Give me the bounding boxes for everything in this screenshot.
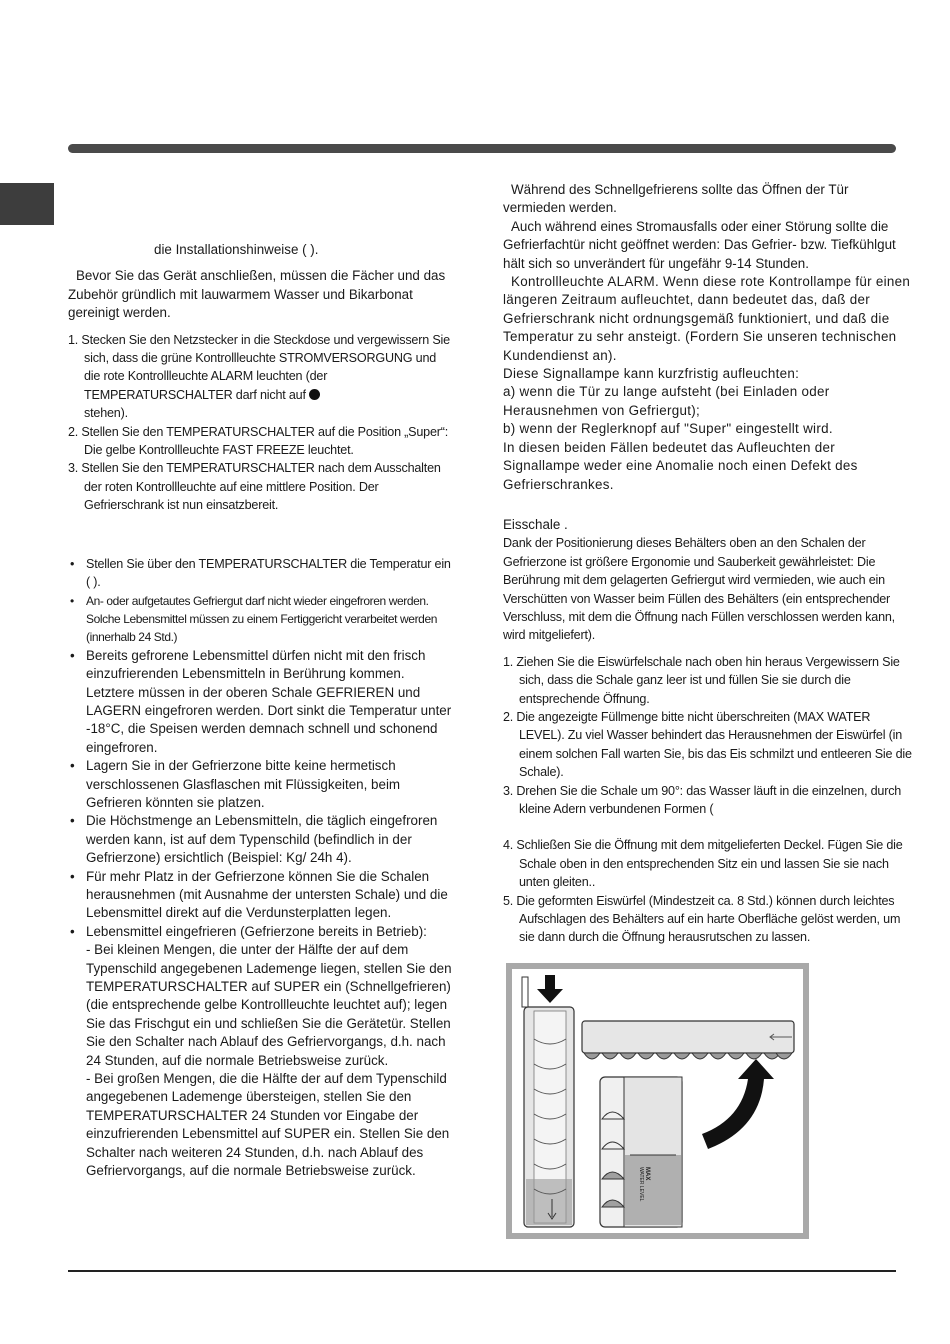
ice-step-1: 1. Ziehen Sie die Eiswürfelschale nach oben hin heraus Vergewissern Sie sich, dass die Schale ganz leer ist und füllen Sie sie durch die entsprechende Öffnung.: [503, 654, 900, 706]
start-step-3: 3. Stellen Sie den TEMPERATURSCHALTER nach dem Ausschalten der roten Kontrollleuchte auf eine mittlere Position. Der Gefrierschrank ist nun einsatzbereit.: [68, 461, 441, 513]
top-rule: [68, 144, 896, 153]
ice-step-2: 2. Die angezeigte Füllmenge bitte nicht überschreiten (MAX WATER LEVEL). Zu viel Wasser behindert das Herausnehmen der Eiswürfel (in einem solchen Fall warten Sie, bis das Eis schmilzt und entleeren Sie die Schale).: [503, 709, 912, 780]
bullet-frozen-contact: • Bereits gefrorene Lebensmittel dürfen nicht mit den frisch einzufrierenden Lebensmitteln in Berührung kommen. Letztere müssen in der oberen Schale GEFRIEREN und LAGERN eingefroren werden. Dort sinkt die Temperatur unter -18°C, die Speisen werden demnach schnell und schonend eingefroren.: [68, 647, 453, 757]
language-tab: [0, 183, 54, 225]
lid-piece: [522, 977, 528, 1007]
water-fill: [526, 1179, 572, 1225]
intro-paragraph: Bevor Sie das Gerät anschließen, müssen die Fächer und das Zubehör gründlich mit lauwarmem Wasser und Bikarbonat gereinigt werden.: [68, 268, 446, 321]
install-hint: die Installationshinweise ( ).: [154, 242, 319, 257]
signal-conclusion: In diesen beiden Fällen bedeutet das Aufleuchten der Signallampe weder eine Anomalie noch einen Defekt des Gefrierschrankes.: [503, 439, 858, 492]
freezing-bullets: [68, 555, 453, 1181]
ice-tray-figure: [506, 963, 809, 1239]
alarm-lamp-note: Kontrollleuchte ALARM. Wenn diese rote Kontrollampe für einen längeren Zeitraum aufleuchtet, dann bedeutet das, daß der Gefrierschrank nicht ordnungsgemäß funktioniert, und daß die Temperatur zu sehr ansteigt. (Fordern Sie unseren technischen Kundendienst an).: [503, 274, 911, 363]
signal-case-a: a) wenn die Tür zu lange aufsteht (bei Einladen oder Herausnehmen von Gefriergut);: [503, 384, 830, 418]
signal-intro: Diese Signallampe kann kurzfristig aufleuchten:: [503, 366, 800, 382]
ice-tray-description: Dank der Positionierung dieses Behälters oben an den Schalen der Gefrierzone ist größere Ergonomie und Sauberkeit gewährleistet: Die Berührung mit dem gelagerten Gefriergut wird vermieden, wie auch ein Verschütten von Wasser beim Füllen des Behälters (ein entsprechender Verschluss, mit dem die Öffnung nach Füllen verschlossen werden kann, wird mitgeliefert).: [503, 536, 895, 643]
bullet-max-quantity: • Die Höchstmenge an Lebensmitteln, die täglich eingefroren werden kann, ist auf dem Typenschild (befindlich in der Gefrierzone) ersichtlich (Beispiel: Kg/ 24h 4).: [68, 812, 453, 867]
bullet-glass-bottles: • Lagern Sie in der Gefrierzone bitte keine hermetisch verschlossenen Glasflaschen mit Flüssigkeiten, beim Gefrieren könnten sie platzen.: [68, 757, 453, 812]
max-label: MAX: [644, 1167, 650, 1181]
rotate-arrow-icon: [702, 1059, 774, 1149]
down-arrow-icon: [537, 975, 563, 1003]
off-position-icon: [309, 389, 320, 400]
ice-step-3: 3. Drehen Sie die Schale um 90°: das Wasser läuft in die einzelnen, durch kleine Adern verbundenen Formen (: [503, 783, 902, 816]
power-failure-note: Auch während eines Stromausfalls oder einer Störung sollte die Gefrierfachtür nicht geöffnet werden: Das Gefrier- bzw. Tiefkühlgut hält sich so unverändert für ungefähr 9-14 Stunden.: [503, 218, 896, 271]
start-step-2: 2. Stellen Sie den TEMPERATURSCHALTER auf die Position „Super“: Die gelbe Kontrollleuchte FAST FREEZE leuchtet.: [68, 424, 449, 458]
ice-step-4: 4. Schließen Sie die Öffnung mit dem mitgelieferten Deckel. Fügen Sie die Schale oben in den entsprechenden Sitz ein und lassen Sie sie nach unten gleiten..: [503, 838, 903, 890]
ice-step-5: 5. Die geformten Eiswürfel (Mindestzeit ca. 8 Std.) können durch leichtes Aufschlagen des Behälters auf ein harte Oberfläche gelöst werden, um sie dann durch die Öffnung herausrutschen zu lassen.: [503, 893, 901, 945]
bullet-thawed: • An- oder aufgetautes Gefriergut darf nicht wieder eingefroren werden. Solche Lebensmittel müssen zu einem Fertiggericht verarbeitet werden (innerhalb 24 Std.): [68, 592, 453, 647]
max-water-fill: [625, 1155, 681, 1225]
freeze-large-quantities: - Bei großen Mengen, die die Hälfte der auf dem Typenschild angegebenen Lademenge übersteigen, stellen Sie den TEMPERATURSCHALTER 24 Stunden vor Eingabe der einzufrierenden Lebensmittel auf SUPER ein. Stellen Sie den Schalter nach weiteren 24 Stunden, d.h. nach Ablauf des Gefriervorgangs, auf die normale Betriebsweise zurück.: [86, 1071, 450, 1179]
right-column: [503, 181, 913, 947]
ice-tray-illustration: [512, 969, 803, 1233]
bullet-more-space: • Für mehr Platz in der Gefrierzone können Sie die Schalen herausnehmen (mit Ausnahme der untersten Schale) und die Lebensmittel direkt auf die Verdunsterplatten legen.: [68, 868, 453, 923]
water-level-label: WATER LEVEL: [638, 1167, 644, 1202]
start-steps: [68, 331, 453, 515]
ice-tray-steps: [503, 653, 913, 947]
bullet-freezing-food: • Lebensmittel eingefrieren (Gefrierzone bereits in Betrieb): - Bei kleinen Mengen, die unter der Hälfte der auf dem Typenschild angegebenen Lademenge liegen, stellen Sie den TEMPERATURSCHALTER auf SUPER ein (Schnellgefrieren) (die entsprechende gelbe Kontrollleuchte leuchtet auf); legen Sie das Frischgut ein und schließen Sie die Gerätetür. Stellen Sie den Schalter nach Ablauf des Gefriervorgangs, d.h. nach 24 Stunden, auf die normale Betriebsweise zurück. - Bei großen Mengen, die die Hälfte der auf dem Typenschild angegebenen Lademenge übersteigen, stellen Sie den TEMPERATURSCHALTER 24 Stunden vor Eingabe der einzufrierenden Lebensmittel auf SUPER ein. Stellen Sie den Schalter nach weiteren 24 Stunden, d.h. nach Ablauf des Gefriervorgangs, auf die normale Betriebsweise zurück.: [68, 923, 453, 1181]
freeze-small-quantities: - Bei kleinen Mengen, die unter der Hälfte der auf dem Typenschild angegebenen Lademenge liegen, stellen Sie den TEMPERATURSCHALTER auf SUPER ein (Schnellgefrieren) (die entsprechende gelbe Kontrollleuchte leuchtet auf); legen Sie das Frischgut ein und schließen Sie die Gerätetür. Stellen Sie den Schalter nach Ablauf des Gefriervorgangs, d.h. nach 24 Stunden, auf die normale Betriebsweise zurück.: [86, 942, 452, 1068]
left-column: [68, 241, 453, 1181]
tray-cubes: [584, 1053, 792, 1059]
signal-case-b: b) wenn der Reglerknopf auf "Super" eingestellt wird.: [503, 421, 833, 437]
start-step-1: 1. Stecken Sie den Netzstecker in die Steckdose und vergewissern Sie sich, dass die grüne Kontrollleuchte STROMVERSORGUNG und die rote Kontrollleuchte ALARM leuchten (der TEMPERATURSCHALTER darf nicht auf stehen).: [68, 332, 450, 421]
horizontal-tray: [582, 1021, 794, 1053]
bottom-rule: [68, 1270, 896, 1272]
quick-freeze-door-note: Während des Schnellgefrierens sollte das Öffnen der Tür vermieden werden.: [503, 182, 849, 216]
ice-tray-heading: Eisschale .: [503, 516, 568, 532]
bullet-temperature: • Stellen Sie über den TEMPERATURSCHALTER die Temperatur ein ( ).: [68, 555, 453, 592]
